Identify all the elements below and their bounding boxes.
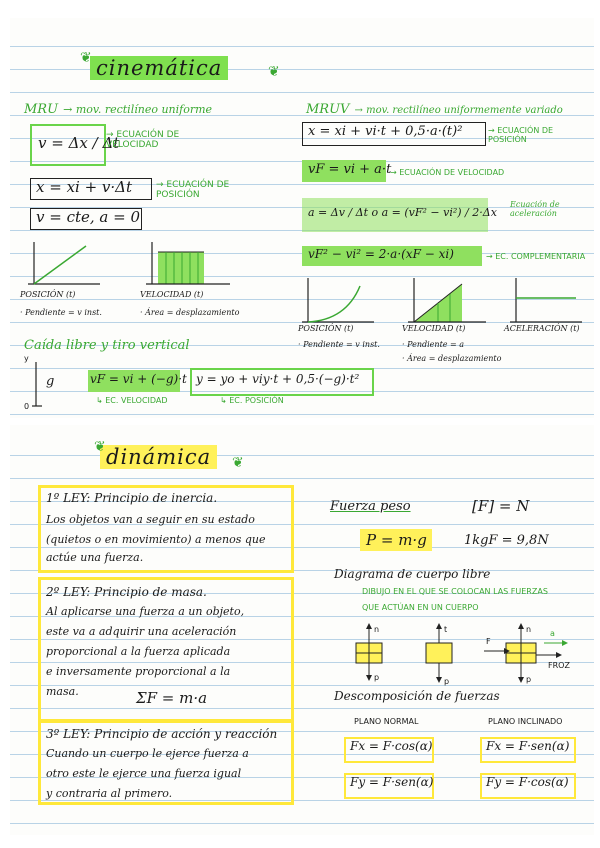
leaf-icon: ❦ — [94, 439, 106, 455]
descomp-inclinado-label: PLANO INCLINADO — [488, 717, 563, 726]
mruv-position-note: → ECUACIÓN DE POSICIÓN — [488, 126, 554, 144]
mruv-velocity-note: → ECUACIÓN DE VELOCIDAD — [390, 168, 505, 177]
fx-incl: Fx = F·sen(α) — [486, 739, 570, 753]
peso-formula: P = m·g — [366, 531, 427, 549]
caida-axis-g: g — [46, 374, 55, 389]
caida-vel-note: ↳ EC. VELOCIDAD — [96, 396, 168, 405]
ley1-line: (quietos o en movimiento) a menos que — [46, 533, 266, 546]
leaf-icon: ❦ — [232, 455, 244, 471]
mruv-graph-acc-label: ACELERACIÓN (t) — [504, 324, 580, 333]
mruv-comp-formula: vF² − vi² = 2·a·(xF − xi) — [308, 247, 454, 261]
ley3-line: Cuando un cuerpo le ejerce fuerza a — [46, 747, 249, 760]
ley1-line: Los objetos van a seguir en su estado — [46, 513, 255, 526]
caida-vel-formula: vF = vi + (−g)·t — [90, 372, 187, 386]
ley2-line: masa. — [46, 685, 79, 698]
ley2-line: Al aplicarse una fuerza a un objeto, — [46, 605, 245, 618]
dinamica-title: dinámica — [100, 445, 217, 469]
diagrama-note: DIBUJO EN EL QUE SE COLOCAN LAS FUERZAS — [362, 587, 548, 596]
diagrama-title: Diagrama de cuerpo libre — [334, 567, 491, 581]
mruv-position-formula: x = xi + vi·t + 0,5·a·(t)² — [308, 124, 463, 139]
mruv-velocity-formula: vF = vi + a·t — [308, 162, 392, 177]
fy-normal: Fy = F·sen(α) — [350, 775, 434, 789]
ley3-line: otro este le ejerce una fuerza igual — [46, 767, 242, 780]
mruv-acc-formula: a = Δv / Δt o a = (vF² − vi²) / 2·Δx — [308, 206, 497, 219]
ley1-title: 1º LEY: Principio de inercia. — [46, 491, 218, 505]
fbd-label: p — [526, 675, 532, 684]
mruv-position-graph — [298, 276, 378, 328]
mruv-comp-note: → EC. COMPLEMENTARIA — [486, 252, 586, 261]
mruv-graph-vel-label: VELOCIDAD (t) — [402, 324, 466, 333]
leaf-icon: ❦ — [268, 64, 280, 80]
ley2-formula: ΣF = m·a — [136, 689, 208, 707]
dinamica-sheet — [10, 425, 594, 835]
descomp-normal-label: PLANO NORMAL — [354, 717, 419, 726]
mru-graph-pos-label: POSICIÓN (t) — [20, 290, 76, 299]
ley2-line: proporcional a la fuerza aplicada — [46, 645, 231, 658]
caida-pos-note: ↳ EC. POSICIÓN — [220, 396, 284, 405]
mru-velocity-graph — [140, 240, 240, 290]
mruv-graph-pos-label: POSICIÓN (t) — [298, 324, 354, 333]
free-body-diagrams — [344, 623, 594, 693]
mruv-graph-vel-note2: · Área = desplazamiento — [402, 354, 502, 363]
fx-normal: Fx = F·cos(α) — [350, 739, 433, 753]
mruv-velocity-graph — [402, 276, 492, 328]
peso-equiv: 1kgF = 9,8N — [464, 533, 549, 548]
fbd-label: p — [444, 677, 450, 686]
mru-graph-pos-note: · Pendiente = v inst. — [20, 308, 102, 317]
mru-velocity-formula: v = Δx / Δt — [38, 134, 120, 152]
peso-unit: [F] = N — [472, 497, 530, 515]
mru-position-note: → ECUACIÓN DE POSICIÓN — [156, 180, 230, 200]
mru-graph-vel-note: · Área = desplazamiento — [140, 308, 240, 317]
mru-velocity-note: → ECUACIÓN DE VELOCIDAD — [106, 130, 180, 150]
caida-axis-zero: 0 — [24, 402, 30, 411]
mru-cte-formula: v = cte, a = 0 — [36, 208, 141, 226]
ley2-line: e inversamente proporcional a la — [46, 665, 231, 678]
fbd-label: F — [486, 637, 491, 646]
ley3-title: 3º LEY: Principio de acción y reacción — [46, 727, 278, 741]
mru-position-graph — [24, 240, 104, 290]
leaf-icon: ❦ — [80, 50, 92, 66]
caida-title: Caída libre y tiro vertical — [24, 338, 190, 353]
fbd-label: p — [374, 673, 380, 682]
peso-title: Fuerza peso — [330, 499, 411, 514]
cinematica-title: cinemática — [90, 56, 228, 80]
fbd-label: n — [526, 625, 532, 634]
mru-graph-vel-label: VELOCIDAD (t) — [140, 290, 204, 299]
mruv-heading: MRUV → mov. rectilíneo uniformemente variado — [306, 102, 563, 117]
diagrama-note: QUE ACTÚAN EN UN CUERPO — [362, 603, 479, 612]
fbd-label: t — [444, 625, 448, 634]
ley2-line: este va a adquirir una aceleración — [46, 625, 237, 638]
ley3-line: y contraria al primero. — [46, 787, 173, 800]
mru-heading: MRU → mov. rectilíneo uniforme — [24, 102, 213, 117]
cinematica-sheet — [10, 18, 594, 418]
fbd-label: a — [550, 629, 555, 638]
caida-pos-formula: y = yo + viy·t + 0,5·(−g)·t² — [196, 372, 360, 386]
mruv-acc-note: Ecuación de aceleración — [510, 200, 560, 218]
fy-incl: Fy = F·cos(α) — [486, 775, 569, 789]
descomp-title: Descomposición de fuerzas — [334, 689, 500, 703]
fbd-label: n — [374, 625, 380, 634]
ley1-line: actúe una fuerza. — [46, 551, 144, 564]
fbd-label: FROZ — [548, 661, 570, 670]
mruv-graph-vel-note1: · Pendiente = a — [402, 340, 465, 349]
caida-axis-y: y — [24, 354, 29, 363]
mruv-acc-graph — [506, 276, 586, 328]
ley2-title: 2º LEY: Principio de masa. — [46, 585, 207, 599]
mru-position-formula: x = xi + v·Δt — [36, 178, 133, 196]
mruv-graph-pos-note: · Pendiente = v inst. — [298, 340, 380, 349]
